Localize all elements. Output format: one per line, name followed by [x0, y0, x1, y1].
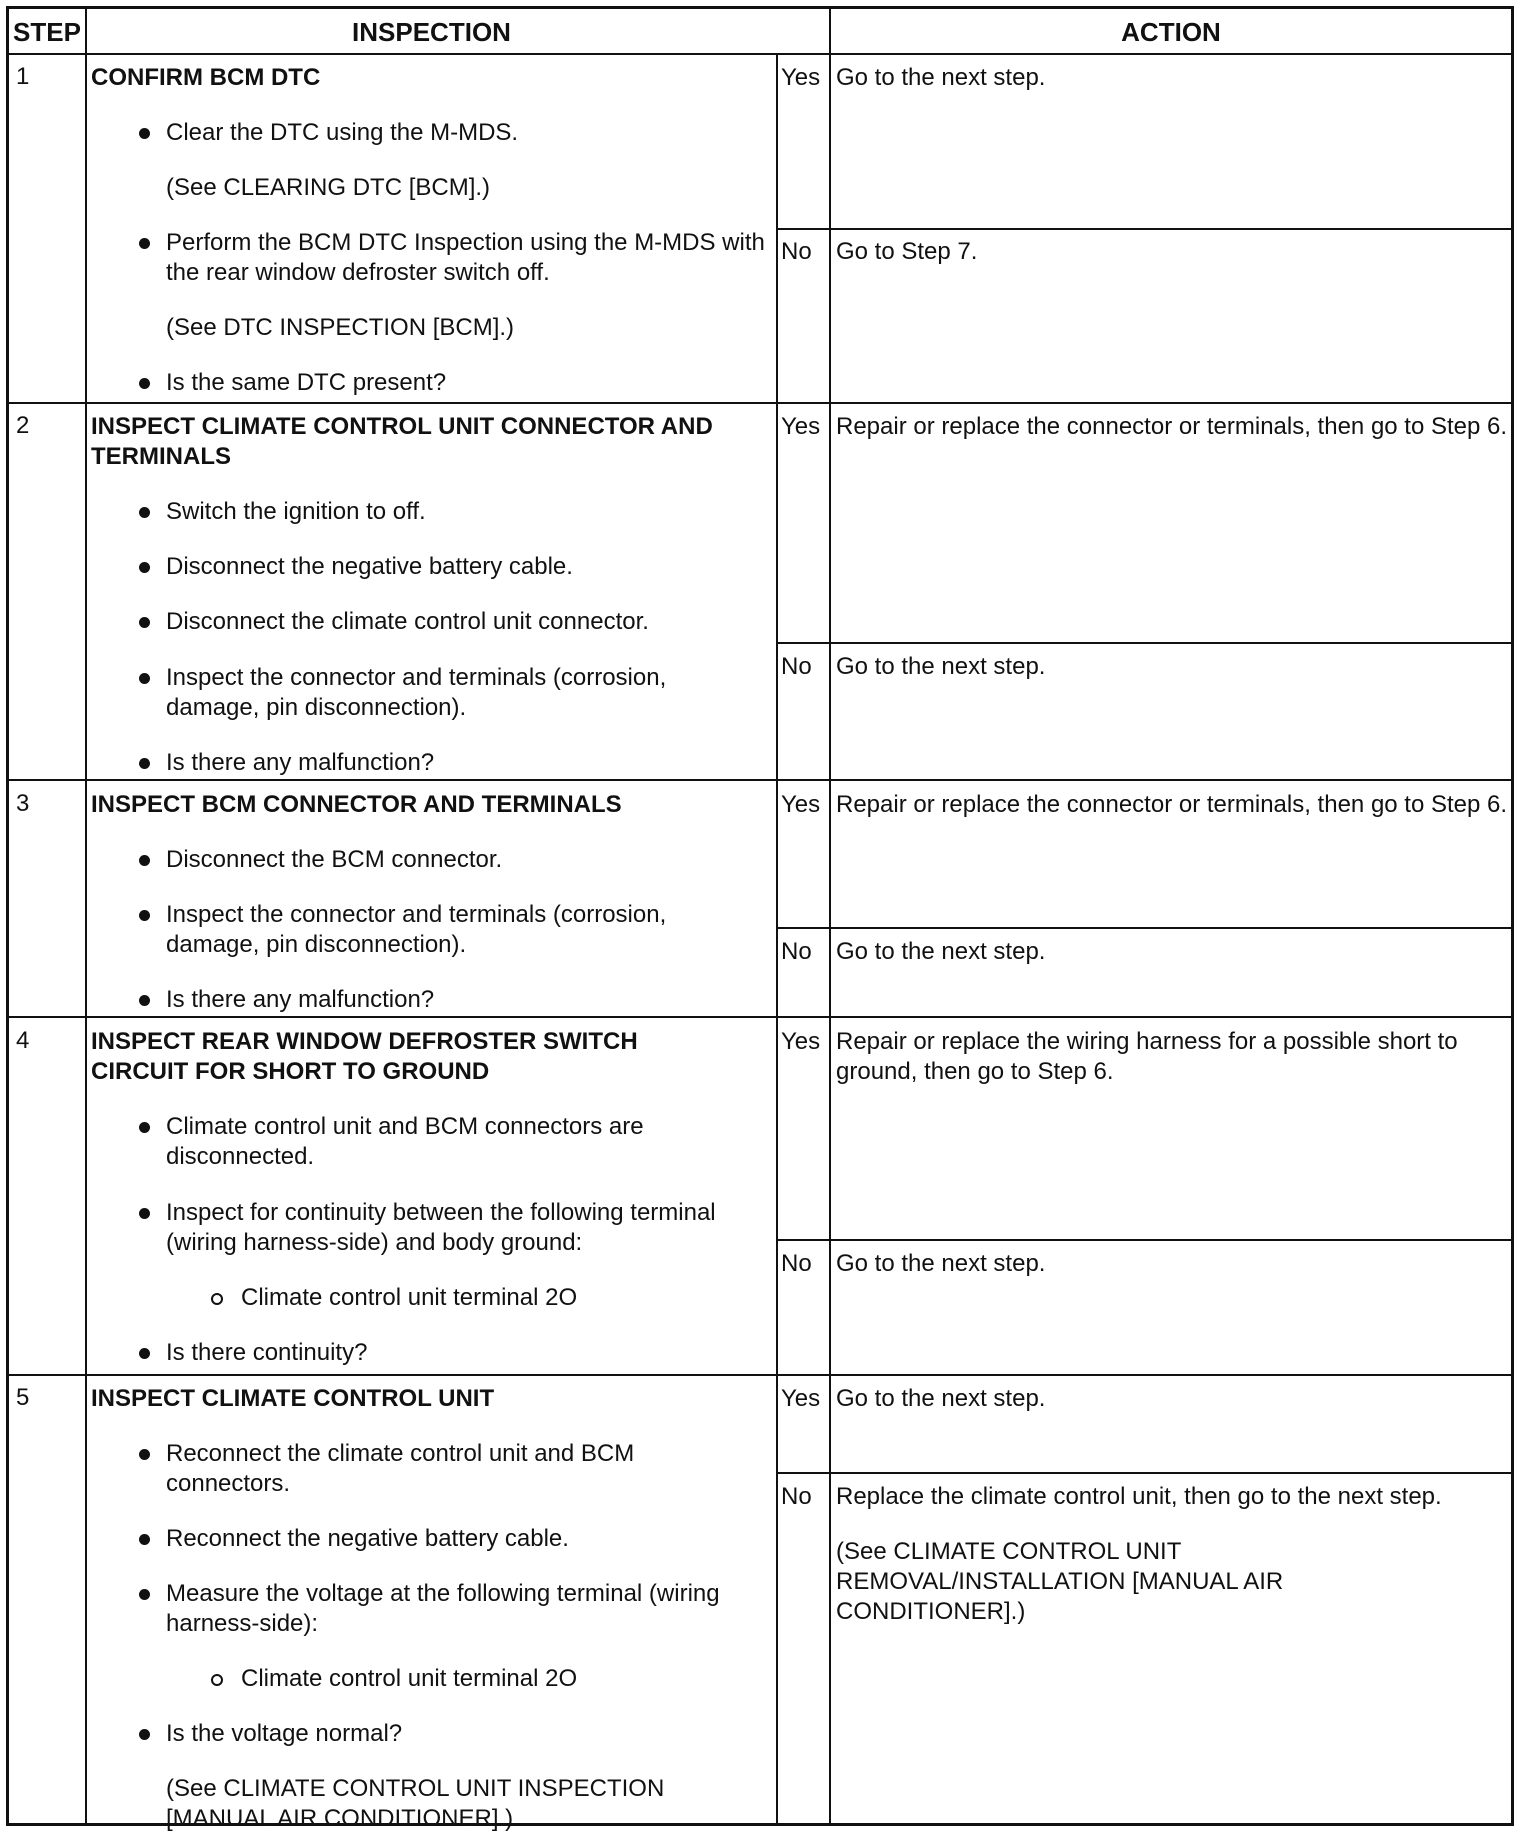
- step-title: INSPECT CLIMATE CONTROL UNIT CONNECTOR AND TERMINALS: [91, 413, 713, 470]
- step-question: Is there any malfunction?: [166, 748, 766, 778]
- step-number: 3: [16, 790, 30, 817]
- action-column-divider: [829, 9, 831, 1823]
- yes-action: Go to the next step.: [836, 64, 1046, 91]
- step-question: Is the same DTC present?: [166, 368, 766, 398]
- step-column-divider: [85, 9, 87, 1823]
- step-item: Reconnect the negative battery cable.: [166, 1524, 766, 1554]
- step-item: Measure the voltage at the following terminal (wiring harness-side):: [166, 1579, 726, 1639]
- step-number: 5: [16, 1384, 30, 1411]
- header-action: ACTION: [1121, 17, 1221, 47]
- reference-link[interactable]: (See CLIMATE CONTROL UNIT INSPECTION [MANUAL AIR CONDITIONER].): [166, 1775, 665, 1832]
- step-item: Reconnect the climate control unit and BCM connectors.: [166, 1439, 686, 1499]
- step-number: 4: [16, 1027, 30, 1054]
- step-item: Inspect for continuity between the following terminal (wiring harness-side) and body ground:: [166, 1198, 766, 1258]
- row-divider-3: [9, 1016, 1511, 1018]
- no-label: No: [781, 238, 812, 265]
- yes-label: Yes: [781, 64, 821, 91]
- reference-link[interactable]: (See CLEARING DTC [BCM].): [166, 174, 491, 201]
- yes-no-divider-4: [776, 1239, 1511, 1241]
- step-item: Inspect the connector and terminals (corrosion, damage, pin disconnection).: [166, 663, 766, 723]
- yes-label: Yes: [781, 1028, 821, 1055]
- no-label: No: [781, 653, 812, 680]
- yes-no-divider-5: [776, 1472, 1511, 1474]
- no-action: Go to the next step.: [836, 938, 1046, 965]
- step-item: Clear the DTC using the M-MDS.: [166, 118, 766, 148]
- terminal-item: Climate control unit terminal 2O: [241, 1283, 761, 1313]
- step-item: Disconnect the climate control unit connector.: [166, 607, 766, 637]
- step-item: Inspect the connector and terminals (corrosion, damage, pin disconnection).: [166, 900, 766, 960]
- step-title: INSPECT CLIMATE CONTROL UNIT: [91, 1385, 495, 1412]
- step-item: Disconnect the BCM connector.: [166, 845, 766, 875]
- yes-label: Yes: [781, 413, 821, 440]
- step-question: Is there any malfunction?: [166, 985, 766, 1015]
- yes-no-divider-2: [776, 642, 1511, 644]
- yes-label: Yes: [781, 1385, 821, 1412]
- header-inspection: INSPECTION: [352, 17, 511, 47]
- no-action: Replace the climate control unit, then go to the next step.: [836, 1483, 1442, 1510]
- no-label: No: [781, 1250, 812, 1277]
- step-item: Disconnect the negative battery cable.: [166, 552, 766, 582]
- step-question: Is the voltage normal?: [166, 1719, 766, 1749]
- yes-action: Repair or replace the connector or terminals, then go to Step 6.: [836, 791, 1508, 818]
- step-number: 1: [16, 63, 30, 90]
- troubleshooting-table: [6, 6, 1514, 1832]
- row-divider-4: [9, 1374, 1511, 1376]
- step-item: Perform the BCM DTC Inspection using the M-MDS with the rear window defroster switch off.: [166, 229, 765, 286]
- header-step: STEP: [13, 17, 81, 47]
- yes-action: Repair or replace the wiring harness for a possible short to ground, then go to Step 6.: [836, 1028, 1458, 1085]
- step-question: Is there continuity?: [166, 1338, 766, 1368]
- yes-action: Repair or replace the connector or terminals, then go to Step 6.: [836, 413, 1508, 440]
- no-action: Go to Step 7.: [836, 238, 978, 265]
- yes-no-column-divider: [776, 53, 778, 1823]
- reference-link[interactable]: (See CLIMATE CONTROL UNIT REMOVAL/INSTALLATION [MANUAL AIR CONDITIONER].): [836, 1538, 1284, 1625]
- no-label: No: [781, 1483, 812, 1510]
- step-title: INSPECT BCM CONNECTOR AND TERMINALS: [91, 791, 622, 818]
- step-number: 2: [16, 412, 30, 439]
- no-action: Go to the next step.: [836, 653, 1046, 680]
- no-label: No: [781, 938, 812, 965]
- step-item: Switch the ignition to off.: [166, 497, 766, 527]
- row-divider-1: [9, 402, 1511, 404]
- no-action: Go to the next step.: [836, 1250, 1046, 1277]
- reference-link[interactable]: (See DTC INSPECTION [BCM].): [166, 314, 515, 341]
- terminal-item: Climate control unit terminal 2O: [241, 1664, 761, 1694]
- row-divider-2: [9, 779, 1511, 781]
- step-item: Climate control unit and BCM connectors are disconnected.: [166, 1112, 726, 1172]
- step-title: INSPECT REAR WINDOW DEFROSTER SWITCH CIRCUIT FOR SHORT TO GROUND: [91, 1028, 638, 1085]
- step-title: CONFIRM BCM DTC: [91, 64, 321, 91]
- yes-no-divider-3: [776, 927, 1511, 929]
- yes-action: Go to the next step.: [836, 1385, 1046, 1412]
- yes-label: Yes: [781, 791, 821, 818]
- yes-no-divider-1: [776, 228, 1511, 230]
